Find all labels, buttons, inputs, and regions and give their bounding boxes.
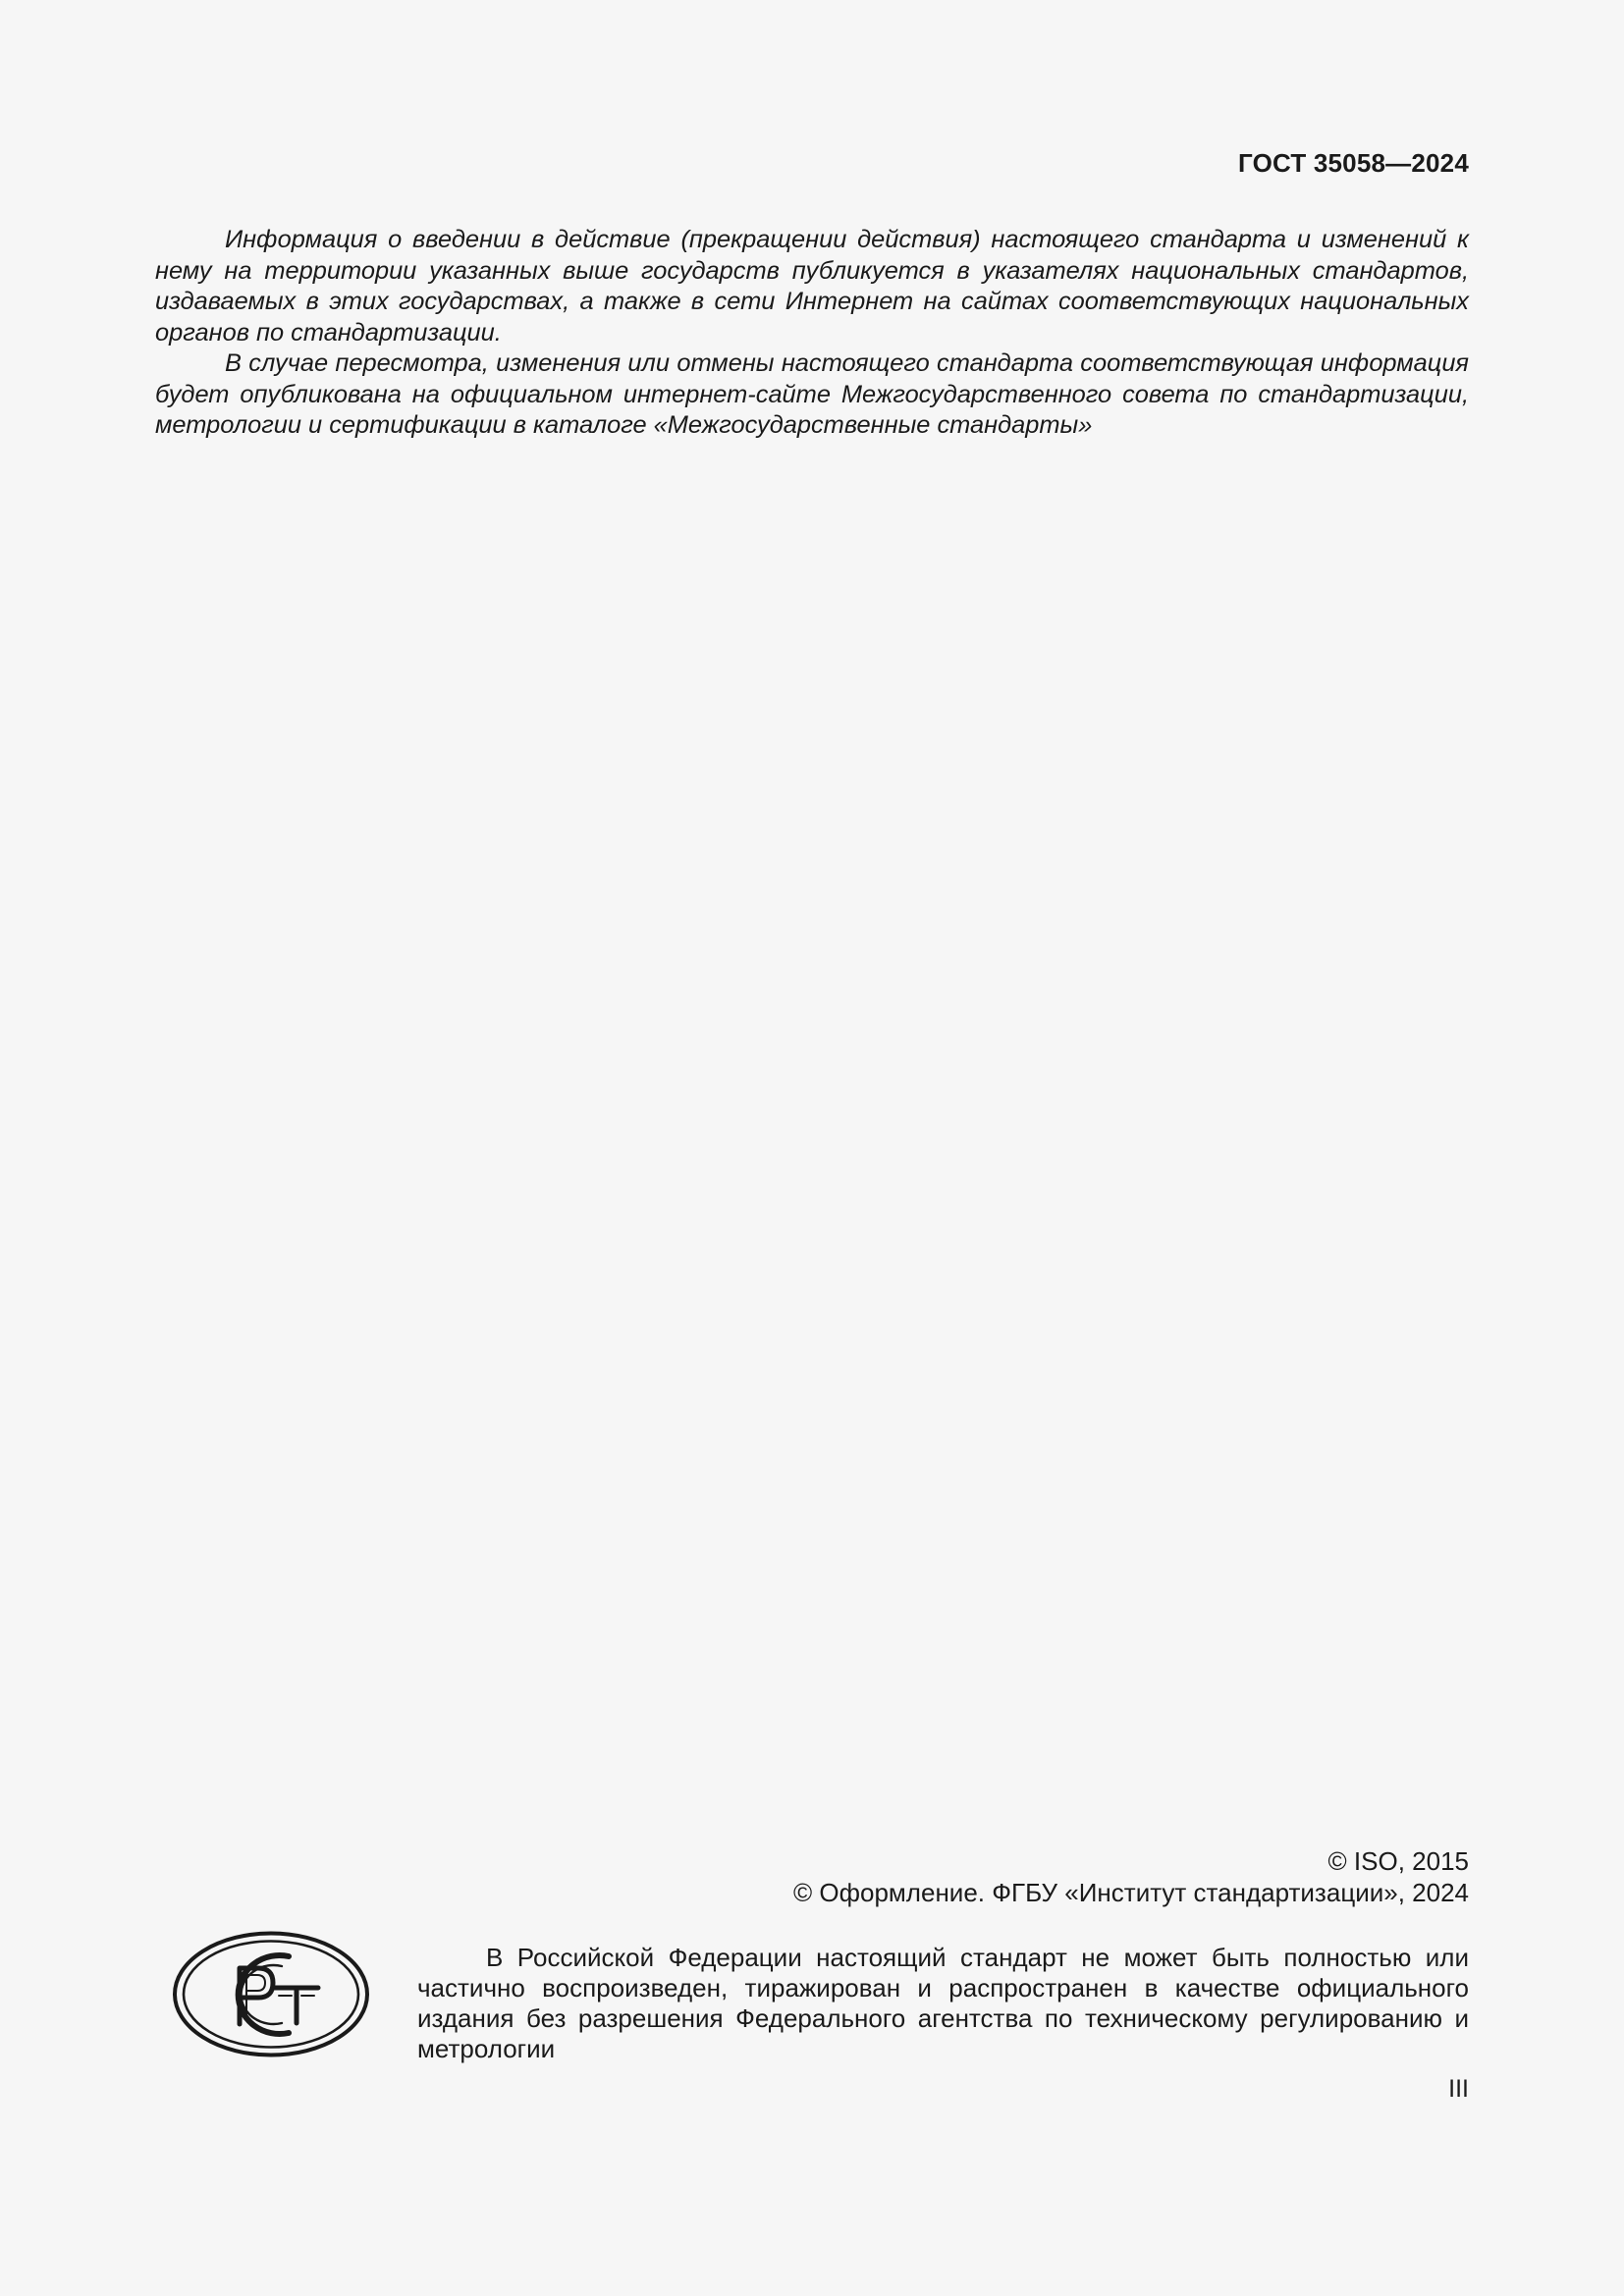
gost-r-certification-mark-icon [171, 1929, 371, 2059]
notice-paragraph-1: Информация о введении в действие (прекращении действия) настоящего стандарта и изменений к нему на территории указанных выше государств публикуется в указателях национальных стандартов, издаваемых в этих государствах, а также в сети Интернет на сайтах соответствующих национальных органов по стандартизации. [155, 226, 1469, 347]
publication-notice [155, 225, 1469, 442]
design-copyright: © Оформление. ФГБУ «Институт стандартизации», 2024 [793, 1878, 1469, 1907]
reproduction-rights-notice: В Российской Федерации настоящий стандарт не может быть полностью или частично воспроизведен, тиражирован и распространен в качестве официального издания без разрешения Федерального агентства по техническому регулированию и метрологии [417, 1943, 1469, 2063]
iso-copyright: © ISO, 2015 [1327, 1846, 1469, 1876]
page-number: III [1448, 2075, 1469, 2103]
document-code: ГОСТ 35058—2024 [1238, 148, 1469, 178]
copyright-block [793, 1845, 1469, 1908]
notice-paragraph-2: В случае пересмотра, изменения или отмены настоящего стандарта соответствующая информация будет опубликована на официальном интернет-сайте Межгосударственного совета по стандартизации, метрологии и сертификации в каталоге «Межгосударственные стандарты» [155, 349, 1469, 439]
